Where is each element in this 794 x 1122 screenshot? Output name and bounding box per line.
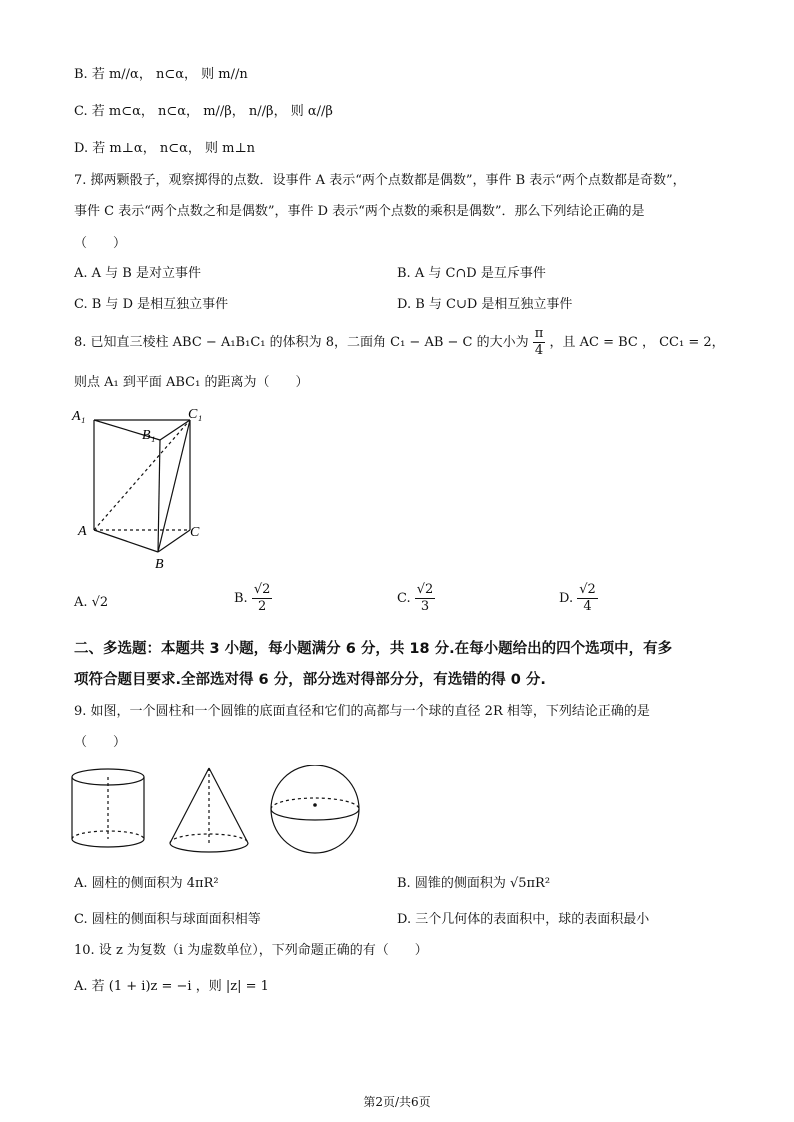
q8-angle-fraction — [533, 326, 546, 359]
label-a1: A₁ — [72, 409, 86, 424]
prism-figure — [70, 402, 220, 574]
q6-option-b: B. 若 m//α， n⊂α， 则 m//n — [74, 67, 248, 82]
q8-stem-line-1 — [74, 326, 725, 360]
page-footer: 第2页/共6页 — [363, 1095, 431, 1109]
q7-answer-paren: （ ） — [74, 236, 127, 251]
q8-option-d-letter: D. — [559, 591, 574, 606]
q8-option-b — [234, 582, 272, 616]
q7-option-b: B. A 与 C∩D 是互斥事件 — [397, 266, 546, 281]
q8-option-b-letter: B. — [234, 591, 248, 606]
q8-option-b-denominator: 2 — [257, 599, 267, 614]
q7-stem-line-1: 7. 掷两颗骰子，观察掷得的点数．设事件 A 表示“两个点数都是偶数”，事件 B 表示“两个点数都是奇数”， — [74, 173, 686, 188]
q8-stem-line-2: 则点 A₁ 到平面 ABC₁ 的距离为（ ） — [74, 375, 309, 390]
q8-option-c-denominator: 3 — [420, 599, 430, 614]
q8-option-b-numerator: √2 — [253, 582, 271, 597]
label-c1: C₁ — [188, 407, 203, 422]
q9-stem: 9. 如图，一个圆柱和一个圆锥的底面直径和它们的高都与一个球的直径 2R 相等，下列结论正确的是 — [74, 704, 650, 719]
q8-stem-part-2: ，且 AC = BC ， CC₁ = 2， — [549, 335, 725, 350]
q9-option-c: C. 圆柱的侧面积与球面面积相等 — [74, 912, 261, 927]
q8-option-a: A. √2 — [74, 595, 109, 610]
q6-option-d: D. 若 m⊥α， n⊂α， 则 m⊥n — [74, 141, 256, 156]
q8-angle-numerator: π — [534, 326, 544, 341]
section2-heading-line-2: 项符合题目要求.全部选对得 6 分，部分选对得部分分，有选错的得 0 分. — [74, 672, 546, 688]
q8-option-d-numerator: √2 — [579, 582, 596, 597]
q7-option-c: C. B 与 D 是相互独立事件 — [74, 297, 229, 312]
q9-option-d: D. 三个几何体的表面积中，球的表面积最小 — [397, 912, 650, 927]
q8-stem-part-1: 8. 已知直三棱柱 ABC − A₁B₁C₁ 的体积为 8，二面角 C₁ − AB − C 的大小为 — [74, 335, 529, 350]
q7-stem-line-2: 事件 C 表示“两个点数之和是偶数”，事件 D 表示“两个点数的乘积是偶数”．那么下列结论正确的是 — [74, 204, 645, 219]
q8-option-c — [397, 582, 435, 616]
q10-stem: 10. 设 z 为复数（i 为虚数单位），下列命题正确的有（ ） — [74, 943, 428, 958]
q9-option-b: B. 圆锥的侧面积为 √5πR² — [397, 876, 551, 891]
q6-option-c: C. 若 m⊂α， n⊂α， m//β， n//β， 则 α//β — [74, 104, 333, 119]
sphere-figure — [268, 765, 364, 855]
q8-option-d-denominator: 4 — [583, 599, 592, 614]
q8-option-c-numerator: √2 — [416, 582, 434, 597]
label-b: B — [155, 557, 164, 572]
q8-option-d — [559, 582, 598, 616]
cone-figure — [166, 765, 252, 857]
q10-option-a: A. 若 (1 + i)z = −i ，则 |z| = 1 — [74, 979, 269, 994]
section2-heading-line-1: 二、多选题：本题共 3 小题，每小题满分 6 分，共 18 分.在每小题给出的四个选项中，有多 — [74, 641, 673, 657]
q9-answer-paren: （ ） — [74, 735, 127, 750]
label-a: A — [78, 524, 87, 539]
q7-option-a: A. A 与 B 是对立事件 — [74, 266, 201, 281]
q7-option-d: D. B 与 C∪D 是相互独立事件 — [397, 297, 573, 312]
cylinder-figure — [68, 765, 152, 855]
q9-option-a: A. 圆柱的侧面积为 4πR² — [74, 876, 219, 891]
label-c: C — [190, 525, 200, 540]
q8-option-c-fraction — [415, 582, 436, 615]
q8-option-b-fraction — [252, 582, 273, 615]
q8-option-c-letter: C. — [397, 591, 411, 606]
label-b1: B₁ — [142, 428, 156, 443]
q8-angle-denominator: 4 — [534, 343, 544, 358]
q8-option-d-fraction — [577, 582, 598, 615]
